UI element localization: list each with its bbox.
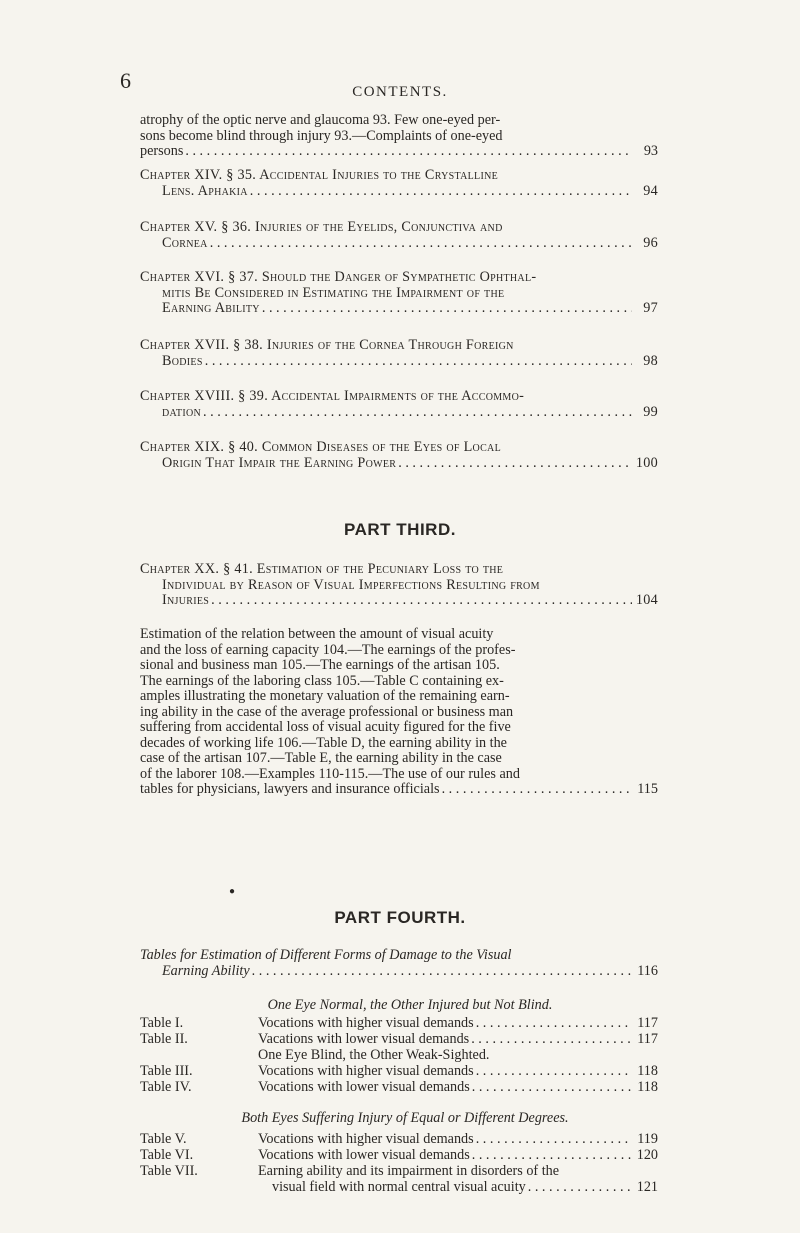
table-label: Table VII. [140, 1163, 198, 1179]
summary-line: and the loss of earning capacity 104.—The earnings of the profes- [140, 641, 516, 658]
chapter-xx-summary [140, 627, 658, 798]
leader-dots [471, 1032, 632, 1048]
tables-heading [140, 948, 658, 979]
summary-line: suffering from accidental loss of visual acuity figured for the five [140, 719, 511, 735]
toc-entry-chapter-xiv [140, 168, 658, 199]
entry-line: Earning Ability [162, 300, 260, 316]
leader-dots [211, 593, 632, 609]
toc-entry-chapter-xvi [140, 270, 658, 317]
summary-line: The earnings of the laboring class 105.—Table C containing ex- [140, 672, 504, 689]
entry-line: mitis Be Considered in Estimating the Impairment of the [162, 284, 505, 301]
leader-dots [252, 964, 632, 980]
entry-line: Injuries [162, 592, 210, 608]
entry-line: sons become blind through injury 93.—Complaints of one-eyed [140, 127, 503, 144]
entry-line: persons [140, 143, 184, 159]
entry-line: Individual by Reason of Visual Imperfections Resulting from [162, 576, 540, 593]
leader-dots [250, 184, 632, 200]
entry-line: Bodies [162, 352, 203, 369]
part-third-heading: PART THIRD. [344, 520, 456, 539]
table-label: Table III. [140, 1063, 193, 1079]
entry-line: Chapter XVIII. § 39. Accidental Impairments of the Accommo- [140, 388, 525, 404]
leader-dots [210, 236, 632, 252]
summary-line: sional and business man 105.—The earnings of the artisan 105. [140, 657, 500, 673]
toc-entry-chapter-xix [140, 440, 658, 471]
table-title: Vocations with lower visual demands [258, 1079, 470, 1095]
summary-line: of the laborer 108.—Examples 110-115.—The use of our rules and [140, 765, 520, 782]
table-title: Vocations with higher visual demands [258, 1131, 474, 1147]
entry-line: Chapter XIX. § 40. Common Diseases of the Eyes of Local [140, 439, 501, 455]
table-label: Table IV. [140, 1079, 192, 1095]
entry-line: Origin That Impair the Earning Power [162, 454, 397, 471]
summary-line: Estimation of the relation between the amount of visual acuity [140, 626, 494, 642]
entry-line: atrophy of the optic nerve and glaucoma 93. Few one-eyed per- [140, 112, 501, 128]
summary-line: case of the artisan 107.—Table E, the earning ability in the case [140, 750, 502, 766]
summary-line: ing ability in the case of the average professional or business man [140, 703, 514, 720]
part-fourth-heading: PART FOURTH. [334, 908, 466, 927]
table-title: Vocations with higher visual demands [258, 1063, 474, 1079]
page-number: 6 [120, 68, 131, 93]
page-ref: 97 [643, 300, 658, 316]
table-title: Vocations with higher visual demands [258, 1015, 474, 1031]
page-ref: 94 [643, 182, 658, 199]
entry-line: Chapter XX. § 41. Estimation of the Pecuniary Loss to the [140, 561, 504, 577]
table-title: Vocations with lower visual demands [258, 1147, 470, 1163]
table-title: Vacations with lower visual demands [258, 1031, 470, 1047]
group-heading-both-eyes: Both Eyes Suffering Injury of Equal or Different Degrees. [241, 1110, 569, 1126]
leader-dots [476, 1016, 632, 1032]
summary-line: amples illustrating the monetary valuation of the remaining earn- [140, 688, 510, 704]
summary-line: tables for physicians, lawyers and insurance officials [140, 781, 440, 797]
book-page: 6 CONTENTS. atrophy of the optic nerve and glaucoma 93. Few one-eyed per- sons become blind through injury 93.—Complaints of one-eyed persons . . . 93 Chapter XIV. § 35. Accidental Injuries to the Crystalline Lens. Aphakia . . . 94 Chapter XV. § 36. Injuries of the Eyelids, Conjunctiva and Cornea . . . 96 Chapter XVI. § 37. Should the Danger of Sympathetic Ophthal- mitis Be Considered in Estimating the Impairment of the Earning Ability . . . 97 Chapter XVII. § 38. Injuries of the Cornea Through Foreign Bodies . . . 98 Chapter XVIII. § 39. Accidental Impairments of the Accommo- dation . . . 99 Chapter XIX. § 40. Common Diseases of the Eyes of Local Origin That Impair the Earning Power . . . 100 PART THIRD. Chapter XX. § 41. Estimation of the Pecuniary Loss to the Individual by Reason of Visual Imperfections Resulting from Injuries . . . 104 Estimation of the relation between the amount of visual acuity and the loss of earning capacity 104.—The earnings of the profes- sional and business man 105.—The earnings of the artisan 105. The earnings of the laboring class 105.—Table C containing ex- amples illustrating the monetary valuation of the remaining earn- ing ability in the case of the average professional or business man suffering from accidental loss of visual acuity figured for the five decades of working life 106.—Table D, the earning ability in the case of the artisan 107.—Table E, the earning ability in the case of the laborer 108.—Examples 110-115.—The use of our rules and tables for physicians, lawyers and insurance officials . . . 115 ● PART FOURTH. Tables for Estimation of Different Forms of Damage to the Visual Earning Ability . . . 116 One Eye Normal, the Other Injured but Not Blind. Table I. Vocations with higher visual demands . . . 117 Table II. Vacations with lower visual demands . . . 117 One Eye Blind, the Other Weak-Sighted. Table III. Vocations with higher visual demands . . . 118 Table IV. Vocations with lower visual demands . . . 118 Both Eyes Suffering Injury of Equal or Different Degrees. Table V. Vocations with higher visual demands . . . 119 Table VI. Vocations with lower visual demands . . . 120 Table VII. Earning ability and its impairment in disorders of the visual field with normal central visual acuity . . . 121 [0, 0, 800, 1233]
page-ref: 104 [635, 592, 658, 608]
page-ref: 100 [635, 454, 658, 471]
leader-dots [476, 1064, 632, 1080]
table-label: Table VI. [140, 1147, 194, 1163]
entry-line: Chapter XIV. § 35. Accidental Injuries to the Crystalline [140, 167, 498, 183]
summary-line: decades of working life 106.—Table D, the earning ability in the [140, 734, 507, 751]
leader-dots [442, 782, 632, 798]
page-ref: 116 [637, 962, 658, 979]
leader-dots [205, 354, 632, 370]
leader-dots [528, 1180, 632, 1196]
page-ref: 115 [637, 781, 658, 797]
table-label: Table II. [140, 1031, 188, 1047]
ornament-dot: ● [229, 886, 236, 897]
page-ref: 119 [637, 1131, 658, 1147]
entry-line: Lens. Aphakia [162, 182, 248, 199]
entry-line: Earning Ability [162, 962, 250, 979]
table-title: visual field with normal central visual acuity [272, 1179, 526, 1195]
leader-dots [203, 405, 632, 421]
toc-entry-chapter-xv [140, 220, 658, 251]
entry-line: Tables for Estimation of Different Forms of Damage to the Visual [140, 947, 512, 963]
leader-dots [472, 1148, 632, 1164]
page-ref: 93 [643, 143, 658, 159]
page-ref: 118 [637, 1079, 658, 1095]
leader-dots [262, 301, 632, 317]
running-title: CONTENTS. [352, 84, 448, 100]
leader-dots [472, 1080, 632, 1096]
toc-entry-chapter-xviii [140, 389, 658, 420]
leader-dots [185, 144, 632, 160]
table-label: Table I. [140, 1015, 184, 1031]
toc-entry-intro [140, 113, 658, 160]
page-ref: 118 [637, 1063, 658, 1079]
group-heading-one-eye-normal: One Eye Normal, the Other Injured but Not Blind. [267, 997, 553, 1013]
table-label: Table V. [140, 1131, 187, 1147]
entry-line: Cornea [162, 234, 208, 251]
page-ref: 120 [636, 1147, 658, 1163]
entry-line: Chapter XV. § 36. Injuries of the Eyelids, Conjunctiva and [140, 219, 503, 235]
entry-line: Chapter XVII. § 38. Injuries of the Cornea Through Foreign [140, 337, 514, 353]
page-ref: 121 [636, 1179, 658, 1195]
table-title: Earning ability and its impairment in disorders of the [258, 1163, 560, 1179]
page-ref: 99 [643, 403, 658, 420]
page-ref: 117 [637, 1015, 658, 1031]
page-ref: 117 [637, 1031, 658, 1047]
entry-line: dation [162, 403, 202, 420]
leader-dots [398, 456, 632, 472]
leader-dots [476, 1132, 632, 1148]
toc-entry-chapter-xvii [140, 338, 658, 369]
toc-entry-chapter-xx [140, 562, 658, 609]
page-ref: 96 [643, 234, 658, 251]
page-ref: 98 [643, 352, 658, 369]
entry-line: Chapter XVI. § 37. Should the Danger of Sympathetic Ophthal- [140, 269, 537, 285]
